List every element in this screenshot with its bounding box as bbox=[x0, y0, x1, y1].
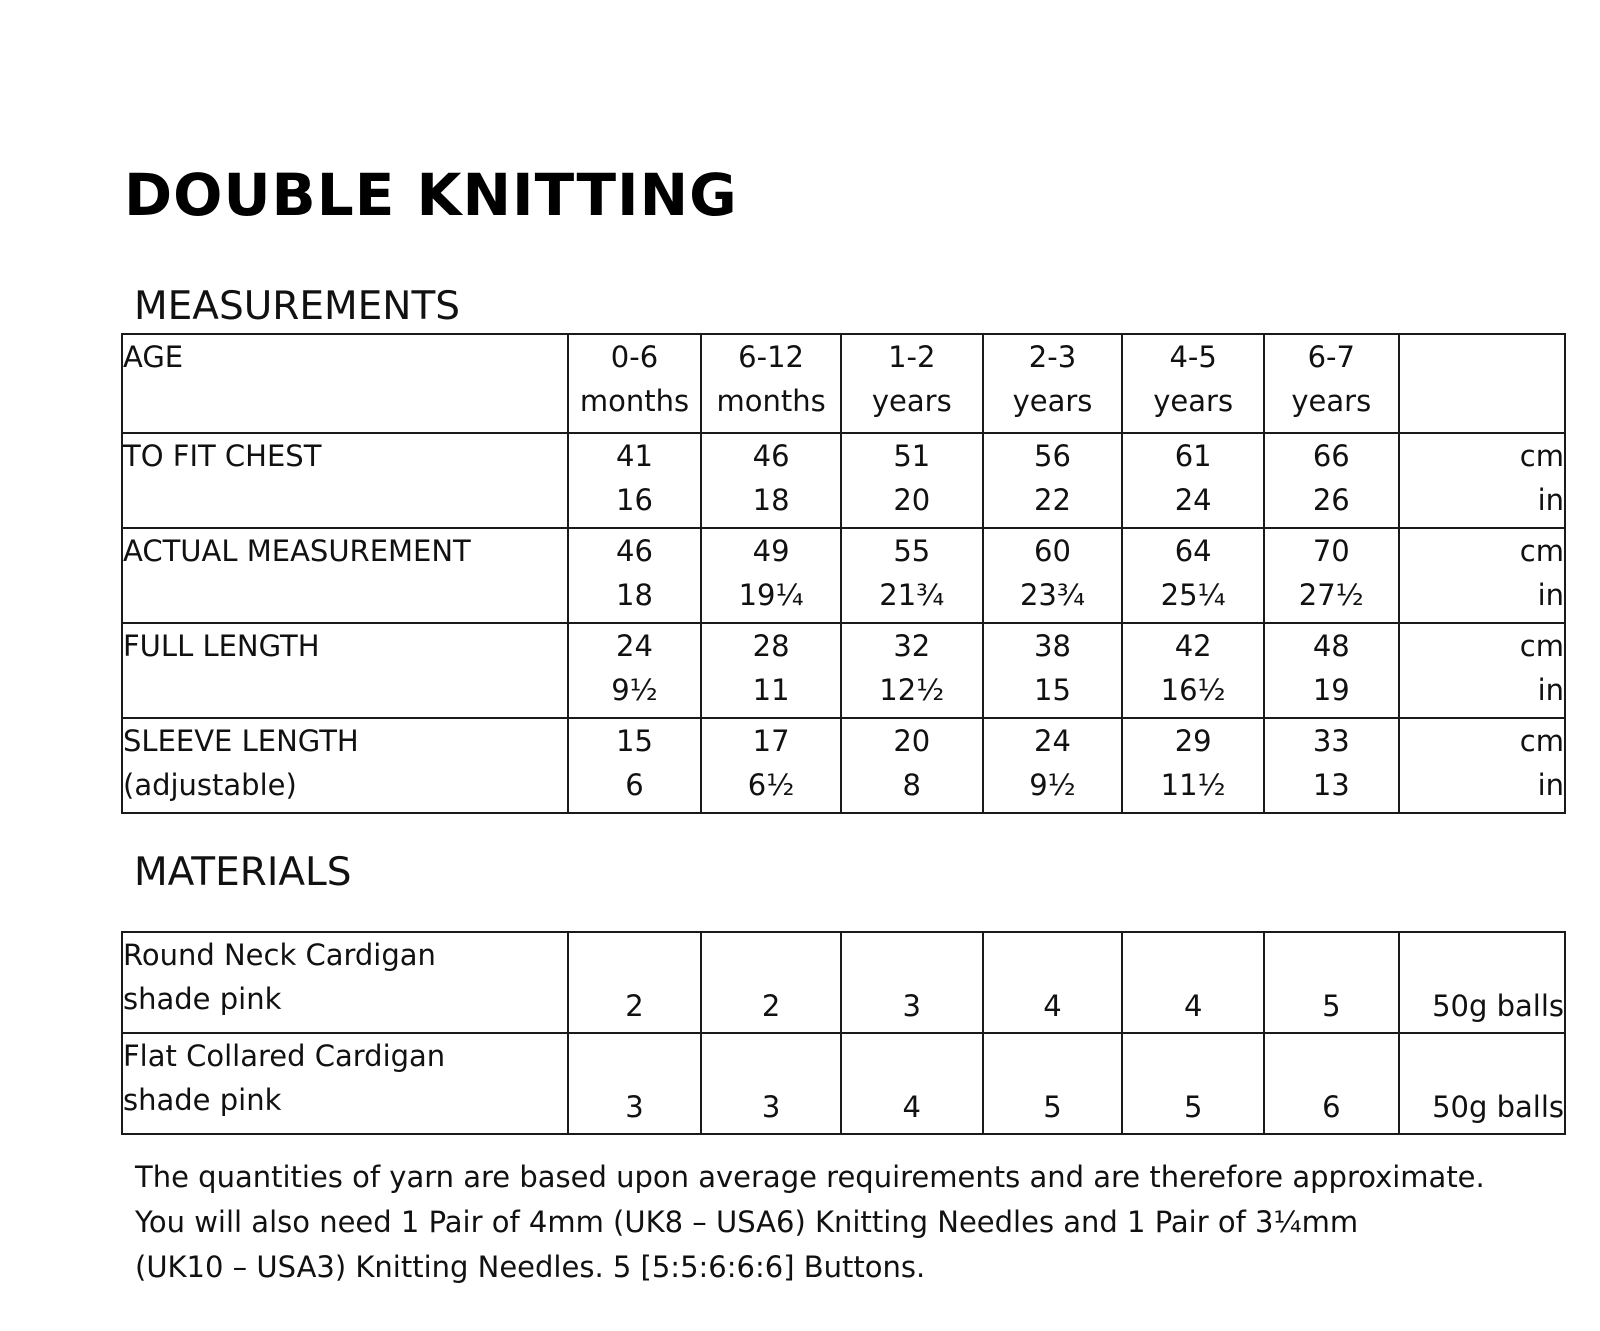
measurement-cell bbox=[983, 528, 1123, 623]
row-label bbox=[122, 623, 568, 718]
ball-count: 3 bbox=[568, 1033, 702, 1134]
materials-table bbox=[121, 931, 1566, 1135]
measurement-cell bbox=[568, 623, 702, 718]
measurement-cell bbox=[701, 623, 841, 718]
note-line: (UK10 – USA3) Knitting Needles. 5 [5:5:6:6:6] Buttons. bbox=[135, 1250, 926, 1284]
in-value: 19 bbox=[1312, 673, 1350, 707]
unit-cm: cm bbox=[1519, 629, 1564, 663]
cm-value: 20 bbox=[893, 724, 931, 758]
measurement-cell bbox=[1264, 623, 1399, 718]
ball-count: 5 bbox=[983, 1033, 1123, 1134]
in-value: 9½ bbox=[611, 673, 658, 707]
cm-value: 61 bbox=[1174, 439, 1212, 473]
measurement-cell bbox=[841, 433, 983, 528]
row-label: AGE bbox=[122, 334, 568, 433]
row-label-line: Round Neck Cardigan bbox=[123, 938, 436, 972]
cm-value: 32 bbox=[893, 629, 931, 663]
cm-value: 66 bbox=[1312, 439, 1350, 473]
note-line: You will also need 1 Pair of 4mm (UK8 – USA6) Knitting Needles and 1 Pair of 3¼mm bbox=[135, 1205, 1359, 1239]
cm-value: 49 bbox=[752, 534, 790, 568]
row-label bbox=[122, 718, 568, 813]
ball-count: 5 bbox=[1122, 1033, 1264, 1134]
unit-cell bbox=[1399, 718, 1565, 813]
cm-value: 56 bbox=[1034, 439, 1071, 473]
measurement-cell bbox=[701, 433, 841, 528]
row-label bbox=[122, 1033, 568, 1134]
cm-value: 33 bbox=[1312, 724, 1350, 758]
age-row bbox=[122, 334, 1565, 433]
in-value: 8 bbox=[902, 768, 921, 802]
cm-value: 51 bbox=[893, 439, 931, 473]
cm-value: 42 bbox=[1174, 629, 1212, 663]
in-value: 15 bbox=[1034, 673, 1071, 707]
cm-value: 24 bbox=[616, 629, 653, 663]
in-value: 27½ bbox=[1298, 578, 1364, 612]
row-label bbox=[122, 528, 568, 623]
in-value: 11 bbox=[752, 673, 790, 707]
unit-in: in bbox=[1537, 673, 1564, 707]
in-value: 6½ bbox=[747, 768, 795, 802]
measurement-cell bbox=[1264, 528, 1399, 623]
cm-value: 64 bbox=[1174, 534, 1212, 568]
in-value: 13 bbox=[1312, 768, 1350, 802]
unit-in: in bbox=[1537, 578, 1564, 612]
row-label-line bbox=[123, 668, 567, 712]
in-value: 16 bbox=[616, 483, 653, 517]
cm-value: 41 bbox=[616, 439, 653, 473]
measurement-row bbox=[122, 433, 1565, 528]
measurement-cell bbox=[701, 528, 841, 623]
row-label-line: (adjustable) bbox=[123, 768, 297, 802]
cm-value: 38 bbox=[1034, 629, 1071, 663]
measurement-row bbox=[122, 718, 1565, 813]
measurement-cell bbox=[1122, 528, 1264, 623]
measurement-cell bbox=[983, 718, 1123, 813]
unit-cm: cm bbox=[1519, 724, 1564, 758]
ball-count: 4 bbox=[983, 932, 1123, 1033]
row-label-line: Flat Collared Cardigan bbox=[123, 1039, 446, 1073]
row-label-line: SLEEVE LENGTH bbox=[123, 724, 359, 758]
measurement-cell bbox=[701, 718, 841, 813]
unit-cell bbox=[1399, 433, 1565, 528]
cm-value: 70 bbox=[1312, 534, 1350, 568]
ball-count: 4 bbox=[841, 1033, 983, 1134]
in-value: 9½ bbox=[1029, 768, 1076, 802]
unit-in: in bbox=[1537, 768, 1564, 802]
cm-value: 24 bbox=[1034, 724, 1071, 758]
row-label-line bbox=[123, 573, 567, 617]
size-header: 6-7 years bbox=[1264, 334, 1399, 433]
cm-value: 17 bbox=[752, 724, 790, 758]
measurement-cell bbox=[1122, 718, 1264, 813]
ball-count: 2 bbox=[568, 932, 702, 1033]
unit-cm: cm bbox=[1519, 439, 1564, 473]
measurement-cell bbox=[841, 718, 983, 813]
ball-count: 3 bbox=[701, 1033, 841, 1134]
unit-cell: 50g balls bbox=[1399, 1033, 1565, 1134]
cm-value: 46 bbox=[752, 439, 790, 473]
measurement-cell bbox=[568, 718, 702, 813]
row-label-line: shade pink bbox=[123, 982, 282, 1016]
in-value: 18 bbox=[752, 483, 790, 517]
in-value: 19¼ bbox=[738, 578, 804, 612]
size-header: 1-2 years bbox=[841, 334, 983, 433]
size-header: 6-12 months bbox=[701, 334, 841, 433]
measurement-cell bbox=[1122, 623, 1264, 718]
row-label bbox=[122, 932, 568, 1033]
in-value: 12½ bbox=[879, 673, 945, 707]
in-value: 16½ bbox=[1160, 673, 1226, 707]
size-header: 2-3 years bbox=[983, 334, 1123, 433]
in-value: 23¾ bbox=[1019, 578, 1085, 612]
ball-count: 6 bbox=[1264, 1033, 1399, 1134]
in-value: 18 bbox=[616, 578, 653, 612]
measurement-cell bbox=[568, 433, 702, 528]
size-header: 0-6 months bbox=[568, 334, 702, 433]
unit-cell bbox=[1399, 528, 1565, 623]
in-value: 25¼ bbox=[1160, 578, 1226, 612]
page-title: DOUBLE KNITTING bbox=[124, 161, 738, 229]
row-label-line: FULL LENGTH bbox=[123, 629, 320, 663]
in-value: 20 bbox=[893, 483, 931, 517]
measurement-cell bbox=[983, 433, 1123, 528]
cm-value: 48 bbox=[1312, 629, 1350, 663]
materials-heading: MATERIALS bbox=[134, 850, 352, 895]
measurements-heading: MEASUREMENTS bbox=[134, 284, 461, 329]
note-line: The quantities of yarn are based upon average requirements and are therefore approximate. bbox=[135, 1160, 1485, 1194]
row-label bbox=[122, 433, 568, 528]
in-value: 6 bbox=[625, 768, 644, 802]
in-value: 22 bbox=[1034, 483, 1071, 517]
in-value: 11½ bbox=[1160, 768, 1226, 802]
unit-cm: cm bbox=[1519, 534, 1564, 568]
cm-value: 55 bbox=[893, 534, 931, 568]
row-label-line: TO FIT CHEST bbox=[123, 439, 322, 473]
size-header: 4-5 years bbox=[1122, 334, 1264, 433]
ball-count: 2 bbox=[701, 932, 841, 1033]
in-value: 24 bbox=[1174, 483, 1212, 517]
measurement-cell bbox=[841, 528, 983, 623]
in-value: 21¾ bbox=[879, 578, 945, 612]
materials-row bbox=[122, 932, 1565, 1033]
in-value: 26 bbox=[1312, 483, 1350, 517]
unit-cell bbox=[1399, 623, 1565, 718]
unit-cell: 50g balls bbox=[1399, 932, 1565, 1033]
measurement-cell bbox=[568, 528, 702, 623]
measurement-cell bbox=[983, 623, 1123, 718]
measurement-cell bbox=[1264, 433, 1399, 528]
measurement-cell bbox=[841, 623, 983, 718]
row-label-line: shade pink bbox=[123, 1083, 282, 1117]
ball-count: 3 bbox=[841, 932, 983, 1033]
unit-cell bbox=[1399, 334, 1565, 433]
row-label-line bbox=[123, 478, 567, 522]
measurement-cell bbox=[1122, 433, 1264, 528]
measurement-cell bbox=[1264, 718, 1399, 813]
cm-value: 28 bbox=[752, 629, 790, 663]
ball-count: 5 bbox=[1264, 932, 1399, 1033]
cm-value: 46 bbox=[616, 534, 653, 568]
row-label-line: ACTUAL MEASUREMENT bbox=[123, 534, 471, 568]
yarn-note bbox=[135, 1155, 1575, 1290]
measurement-row bbox=[122, 623, 1565, 718]
materials-row bbox=[122, 1033, 1565, 1134]
ball-count: 4 bbox=[1122, 932, 1264, 1033]
measurements-table bbox=[121, 333, 1566, 814]
cm-value: 29 bbox=[1174, 724, 1212, 758]
cm-value: 15 bbox=[616, 724, 653, 758]
measurement-row bbox=[122, 528, 1565, 623]
unit-in: in bbox=[1537, 483, 1564, 517]
cm-value: 60 bbox=[1034, 534, 1071, 568]
